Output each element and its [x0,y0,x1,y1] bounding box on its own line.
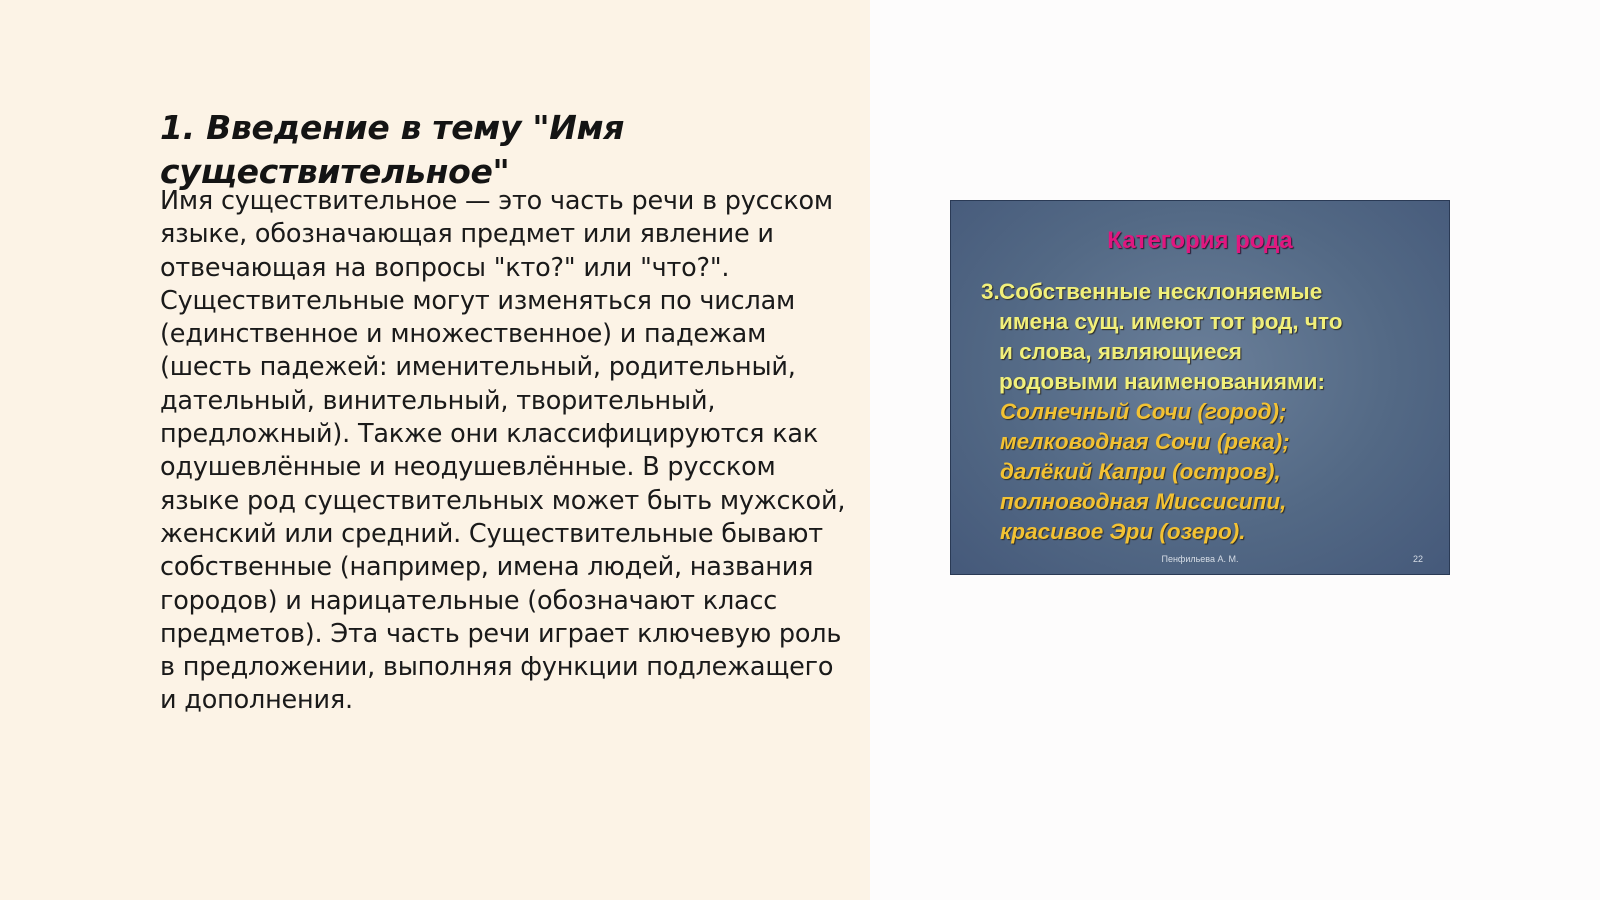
page-title: 1. Введение в тему "Имя существительное" [160,108,625,191]
slide-example-item: далёкий Капри (остров), [1000,459,1281,484]
embedded-slide-image [950,200,1450,575]
slide-rule-line: родовыми наименованиями: [999,369,1325,394]
slide-example-item: полноводная Миссисипи, [1000,489,1287,514]
slide-footer-author: Пенфильева А. М. [1161,554,1239,564]
body-paragraph: Имя существительное — это часть речи в русском языке, обозначающая предмет или явление и отвечающая на вопросы "кто?" или "что?". Существительные могут изменяться по числам (единственное и множественное) и падежам (шесть падежей: именительный, родительный, дательный, винительный, творительный, предложный). Также они классифицируются как одушевлённые и неодушевлённые. В русском языке род существительных может быть мужской, женский или средний. Существительные бывают собственные (например, имена людей, названия городов) и нарицательные (обозначают класс предметов). Эта часть речи играет ключевую роль в предложении, выполняя функции подлежащего и дополнения. [160,186,846,716]
slide-example-item: мелководная Сочи (река); [1000,429,1290,454]
slide-example-item: красивое Эри (озеро). [1000,519,1246,544]
slide-examples-list [1000,397,1430,547]
slide-rule-line: имена сущ. имеют тот род, что [999,309,1343,334]
slide-example-item: Солнечный Сочи (город); [1000,399,1287,424]
slide-rule-line: и слова, являющиеся [999,339,1242,364]
slide-heading: Категория рода [1107,227,1293,254]
slide-page-number: 22 [1412,554,1423,564]
slide-rule [981,277,1421,397]
slide-rule-line: Собственные несклоняемые [999,279,1323,304]
slide-rule-number: 3. [981,279,1000,304]
